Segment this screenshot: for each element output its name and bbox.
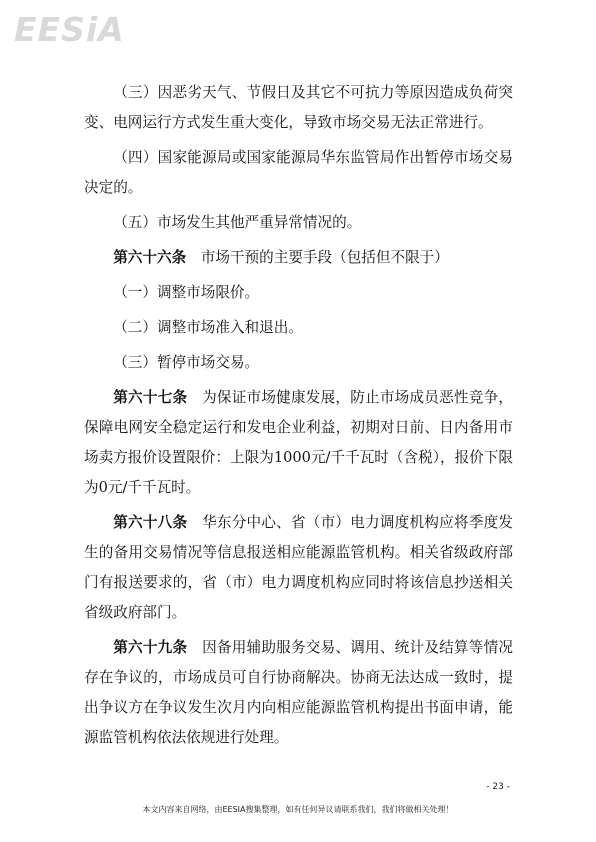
paragraph: （五）市场发生其他严重异常情况的。 — [113, 214, 362, 231]
article-heading: 第六十九条 — [113, 639, 188, 656]
article-68: 第六十八条 华东分中心、省（市）电力调度机构应将季度发生的备用交易情况等信息报送相应能源监管机构。相关省级政府部门有报送要求的，省（市）电力调度机构应同时将该信息抄送相关省级政府部门。 — [84, 514, 513, 621]
article-heading: 第六十七条 — [113, 389, 188, 406]
page-number: - 23 - — [486, 782, 510, 792]
footer-disclaimer: 本文内容来自网络，由EESIA搜集整理，如有任何异议请联系我们，我们将做相关处理！ — [142, 805, 454, 814]
paragraph: （三）暂停市场交易。 — [113, 354, 260, 371]
article-heading: 第六十六条 — [113, 249, 187, 266]
article-69: 第六十九条 因备用辅助服务交易、调用、统计及结算等情况存在争议的，市场成员可自行协商解决。协商无法达成一致时，提出争议方在争议发生次月内向相应能源监管机构提出书面申请，能源监管机构依法依规进行处理。 — [84, 639, 513, 746]
article-67: 第六十七条 为保证市场健康发展，防止市场成员恶性竞争，保障电网安全稳定运行和发电企业利益，初期对日前、日内备用市场卖方报价设置限价：上限为1000元/千千瓦时（含税），报价下限为0元/千千瓦时。 — [84, 389, 513, 496]
paragraph: （一）调整市场限价。 — [113, 284, 260, 301]
article-66: 第六十六条 市场干预的主要手段（包括但不限于） — [113, 249, 449, 266]
paragraph: （二）调整市场准入和退出。 — [113, 319, 303, 336]
article-heading: 第六十八条 — [113, 514, 188, 531]
paragraph: （四）国家能源局或国家能源局华东监管局作出暂停市场交易决定的。 — [84, 149, 513, 196]
eesia-logo-watermark: EESiA — [14, 10, 125, 49]
paragraph: （三）因恶劣天气、节假日及其它不可抗力等原因造成负荷突变、电网运行方式发生重大变化，导致市场交易无法正常进行。 — [84, 84, 513, 131]
document-body — [84, 78, 513, 753]
